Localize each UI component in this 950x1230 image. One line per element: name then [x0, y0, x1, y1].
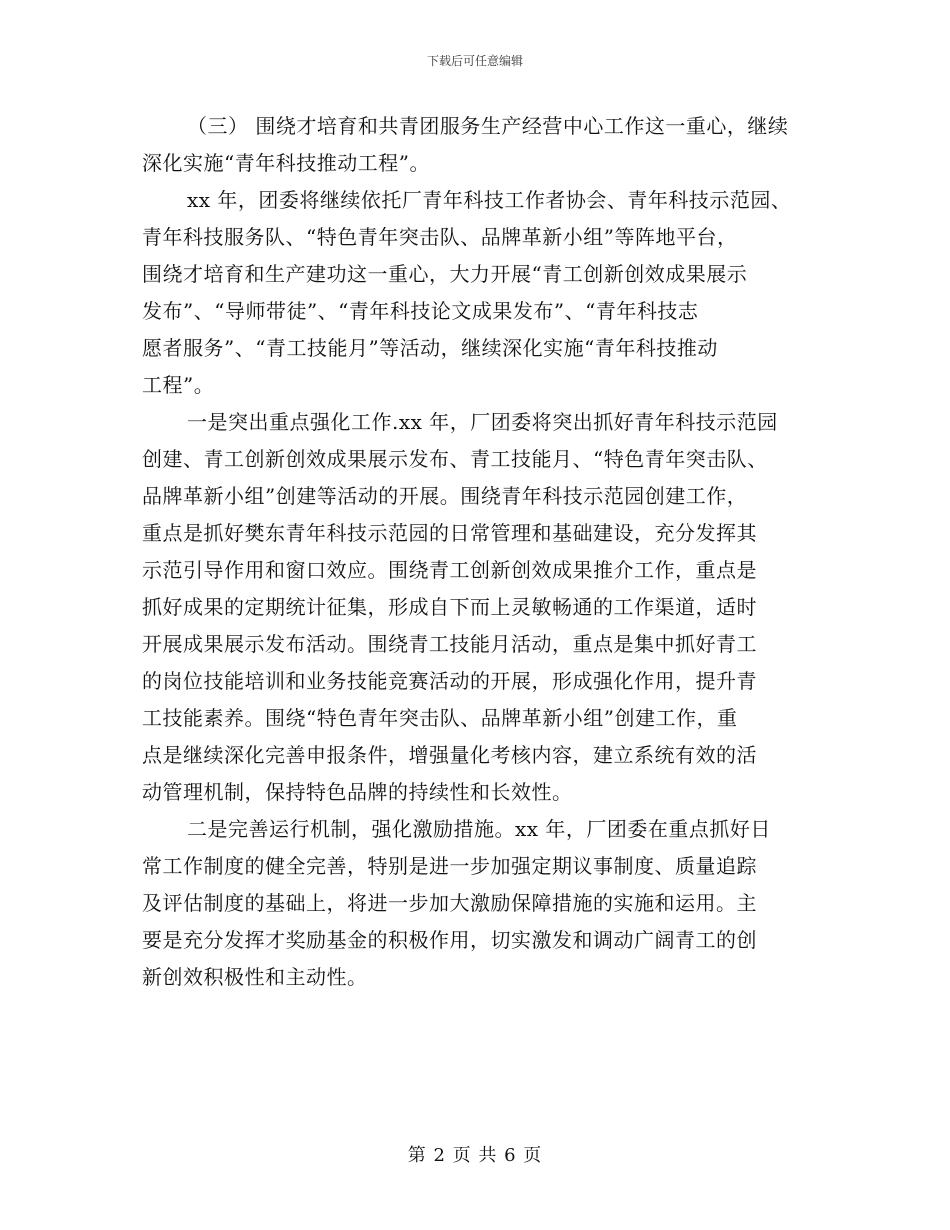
paragraph-4 [142, 811, 814, 996]
text-line: 青年科技服务队、“特色青年突击队、品牌革新小组”等阵地平台， [142, 225, 738, 249]
paragraph-3 [142, 404, 814, 811]
text-line: 创建、青工创新创效成果展示发布、青工技能月、“特色青年突击队、 [142, 447, 768, 471]
paragraph-1 [142, 108, 814, 182]
text-line: 工程”。 [142, 373, 215, 397]
text-line: 愿者服务”、“青工技能月”等活动，继续深化实施“青年科技推动 [142, 336, 718, 360]
page-header: 下载后可任意编辑 [426, 54, 523, 68]
text-line: 及评估制度的基础上，将进一步加大激励保障措施的实施和运用。主 [142, 891, 757, 915]
text-line: 工技能素养。围绕“特色青年突击队、品牌革新小组”创建工作，重 [142, 706, 738, 730]
text-line: 动管理机制，保持特色品牌的持续性和长效性。 [142, 780, 573, 804]
text-line: 示范引导作用和窗口效应。围绕青工创新创效成果推介工作，重点是 [142, 558, 757, 582]
text-line: 深化实施“青年科技推动工程”。 [142, 151, 430, 175]
text-line: 开展成果展示发布活动。围绕青工技能月活动，重点是集中抓好青工 [142, 632, 757, 656]
text-line: （三） 围绕才培育和共青团服务生产经营中心工作这一重心，继续 [187, 114, 789, 138]
text-line: 围绕才培育和生产建功这一重心，大力开展“青工创新创效成果展示 [142, 262, 748, 286]
text-line: xx 年，团委将继续依托厂青年科技工作者协会、青年科技示范园、 [187, 188, 792, 212]
text-line: 品牌革新小组”创建等活动的开展。围绕青年科技示范园创建工作， [142, 484, 748, 508]
text-line: 常工作制度的健全完善，特别是进一步加强定期议事制度、质量追踪 [142, 854, 757, 878]
text-line: 的岗位技能培训和业务技能竞赛活动的开展，形成强化作用，提升青 [142, 669, 757, 693]
document-body [142, 108, 814, 996]
text-line: 重点是抓好樊东青年科技示范园的日常管理和基础建设，充分发挥其 [142, 521, 757, 545]
text-line: 新创效积极性和主动性。 [142, 965, 368, 989]
text-line: 二是完善运行机制，强化激励措施。xx 年，厂团委在重点抓好日 [187, 817, 771, 841]
paragraph-2 [142, 182, 814, 404]
page-footer: 第 2 页 共 6 页 [407, 1145, 543, 1166]
text-line: 要是充分发挥才奖励基金的积极作用，切实激发和调动广阔青工的创 [142, 928, 757, 952]
text-line: 抓好成果的定期统计征集，形成自下而上灵敏畅通的工作渠道，适时 [142, 595, 757, 619]
text-line: 一是突出重点强化工作.xx 年，厂团委将突出抓好青年科技示范园 [187, 410, 778, 434]
text-line: 点是继续深化完善申报条件，增强量化考核内容，建立系统有效的活 [142, 743, 757, 767]
text-line: 发布”、“导师带徒”、“青年科技论文成果发布”、“青年科技志 [142, 299, 699, 323]
